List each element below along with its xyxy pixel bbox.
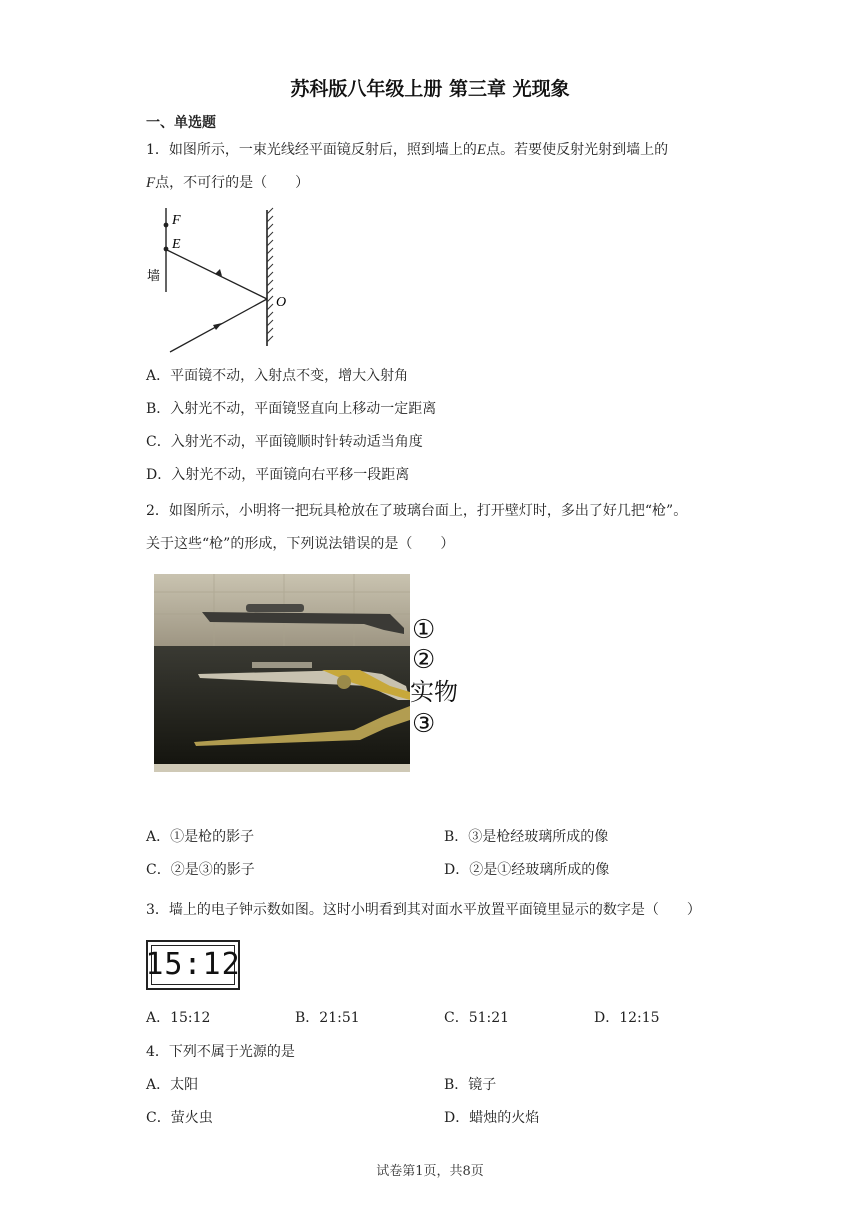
marker-1: ① xyxy=(412,615,436,645)
clock-display: 15:12 xyxy=(151,945,235,985)
q1-text-a: 1．如图所示，一束光线经平面镜反射后，照到墙上的 xyxy=(146,142,477,158)
page-title: 苏科版八年级上册 第三章 光现象 xyxy=(290,78,570,100)
q1-var-f: F xyxy=(146,175,156,191)
q1-text-c: 点，不可行的是（ ） xyxy=(155,175,310,191)
q4-option-d[interactable]: D．蜡烛的火焰 xyxy=(444,1110,540,1126)
point-o-label: O xyxy=(276,295,287,310)
section-heading: 一、单选题 xyxy=(146,115,216,131)
q3-option-d[interactable]: D．12:15 xyxy=(594,1010,660,1026)
question-1-stem-line2 xyxy=(146,173,309,193)
question-3-stem: 3．墙上的电子钟示数如图。这时小明看到其对面水平放置平面镜里显示的数字是（ ） xyxy=(146,902,701,918)
q3-option-a[interactable]: A．15:12 xyxy=(146,1010,211,1026)
marker-3: ③ xyxy=(412,709,436,739)
incident-ray-arrow xyxy=(213,323,222,330)
q1-option-c[interactable]: C．入射光不动，平面镜顺时针转动适当角度 xyxy=(146,434,423,450)
q1-var-e: E xyxy=(476,142,487,158)
q4-option-c[interactable]: C．萤火虫 xyxy=(146,1110,213,1126)
q4-option-a[interactable]: A．太阳 xyxy=(146,1077,199,1093)
question-1-stem-line1 xyxy=(146,140,668,160)
q1-text-b: 点。若要使反射光射到墙上的 xyxy=(486,142,669,158)
q2-option-b[interactable]: B．③是枪经玻璃所成的像 xyxy=(444,829,609,845)
q1-option-d[interactable]: D．入射光不动，平面镜向右平移一段距离 xyxy=(146,467,410,483)
gun-image-2-trigger xyxy=(337,675,351,689)
question-2-stem-line1: 2．如图所示，小明将一把玩具枪放在了玻璃台面上，打开壁灯时，多出了好几把“枪”。 xyxy=(146,503,688,519)
mirror-hatching xyxy=(267,208,273,342)
q3-option-c[interactable]: C．51:21 xyxy=(444,1010,510,1026)
marker-real-object: 实物 xyxy=(410,678,458,706)
scope-image xyxy=(252,662,312,668)
question-4-stem: 4．下列不属于光源的是 xyxy=(146,1044,295,1060)
toy-gun-photo xyxy=(154,574,470,772)
q1-option-b[interactable]: B．入射光不动，平面镜竖直向上移动一定距离 xyxy=(146,401,437,417)
q1-option-a[interactable]: A．平面镜不动，入射点不变，增大入射角 xyxy=(146,368,409,384)
mirror-reflection-diagram xyxy=(136,200,306,360)
q2-option-a[interactable]: A．①是枪的影子 xyxy=(146,829,255,845)
q2-option-d[interactable]: D．②是①经玻璃所成的像 xyxy=(444,862,610,878)
question-2-stem-line2: 关于这些“枪”的形成，下列说法错误的是（ ） xyxy=(146,536,455,552)
scope-shadow xyxy=(246,604,304,612)
q2-option-c[interactable]: C．②是③的影子 xyxy=(146,862,255,878)
wall-label: 墙 xyxy=(147,269,161,284)
digital-clock xyxy=(146,940,240,990)
reflected-ray-arrow xyxy=(215,269,222,276)
point-f-label: F xyxy=(172,213,181,228)
marker-2: ② xyxy=(412,645,436,675)
point-f-dot xyxy=(164,223,169,228)
point-e-label: E xyxy=(172,237,181,252)
q4-option-b[interactable]: B．镜子 xyxy=(444,1077,497,1093)
page-footer: 试卷第1页，共8页 xyxy=(376,1164,484,1179)
q3-option-b[interactable]: B．21:51 xyxy=(295,1010,360,1026)
